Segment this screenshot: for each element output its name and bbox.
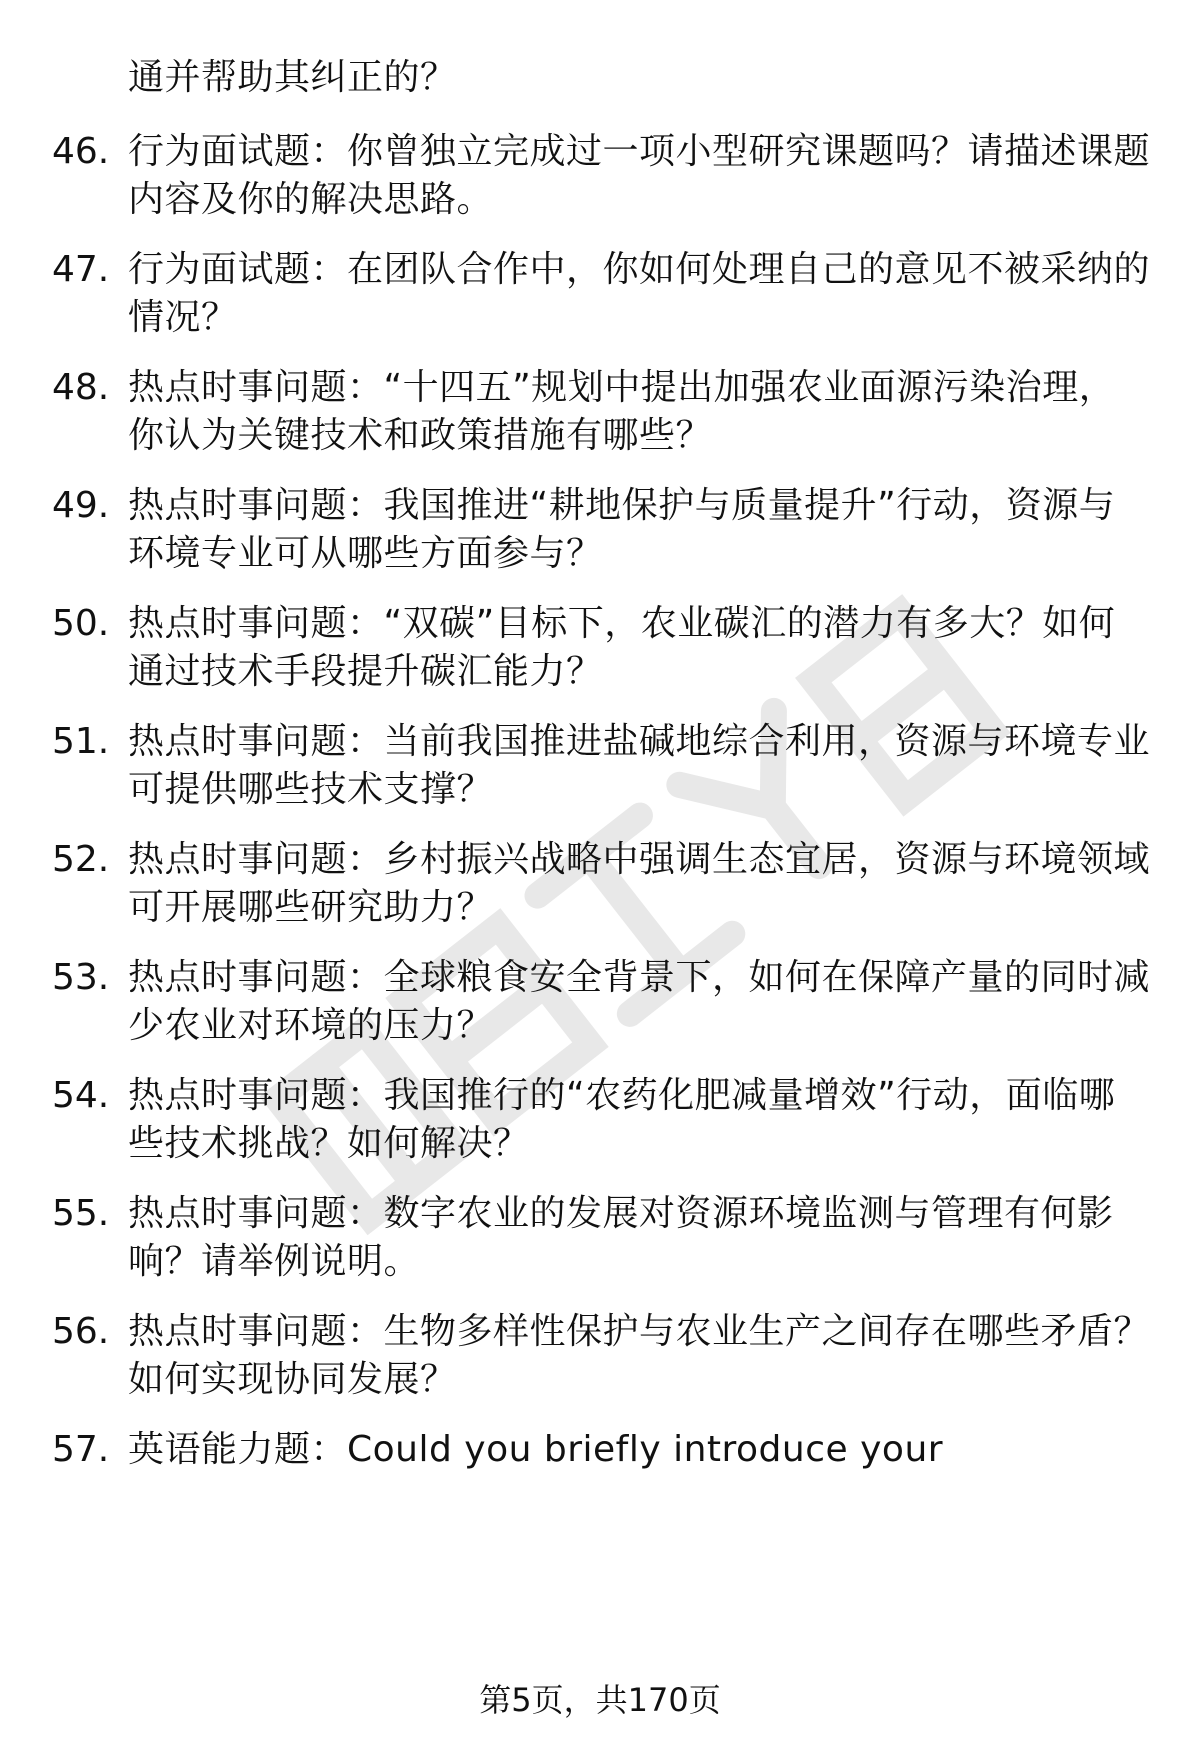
question-text-line-2: 你认为关键技术和政策措施有哪些？	[128, 415, 713, 456]
question-number: 49.	[52, 485, 110, 526]
question-text-line-1: 热点时事问题：“十四五”规划中提出加强农业面源污染治理，	[128, 367, 1116, 408]
question-text-line-1: 热点时事问题：数字农业的发展对资源环境监测与管理有何影	[128, 1193, 1114, 1234]
page-footer: 第5页，共170页	[479, 1681, 721, 1719]
question-text-line-1: 热点时事问题：我国推进“耕地保护与质量提升”行动，资源与	[128, 485, 1116, 526]
question-text-line-2: 少农业对环境的压力？	[128, 1005, 494, 1046]
question-number: 53.	[52, 957, 110, 998]
question-number: 51.	[52, 721, 110, 762]
question-text-line-1: 行为面试题：你曾独立完成过一项小型研究课题吗？请描述课题	[128, 131, 1151, 172]
question-text-line-1: 热点时事问题：当前我国推进盐碱地综合利用，资源与环境专业	[128, 721, 1151, 762]
question-text-line-2: 响？请举例说明。	[128, 1241, 421, 1282]
question-text-line-1: 热点时事问题：全球粮食安全背景下，如何在保障产量的同时减	[128, 957, 1151, 998]
question-number: 46.	[52, 131, 110, 172]
question-text-line-1: 行为面试题：在团队合作中，你如何处理自己的意见不被采纳的	[128, 249, 1151, 290]
question-number: 57.	[52, 1429, 110, 1470]
question-text-line-2: 通过技术手段提升碳汇能力？	[128, 651, 603, 692]
question-number: 54.	[52, 1075, 110, 1116]
question-number: 52.	[52, 839, 110, 880]
question-text-line-2: 环境专业可从哪些方面参与？	[128, 533, 603, 574]
question-text-line-2: 可开展哪些研究助力？	[128, 887, 494, 928]
question-number: 47.	[52, 249, 110, 290]
question-number: 50.	[52, 603, 110, 644]
question-text-line-2: 情况？	[128, 297, 238, 338]
question-text-line-1: 热点时事问题：我国推行的“农药化肥减量增效”行动，面临哪	[128, 1075, 1116, 1116]
continuation-text: 通并帮助其纠正的？	[128, 57, 457, 98]
question-number: 55.	[52, 1193, 110, 1234]
question-number: 56.	[52, 1311, 110, 1352]
question-text-line-1: 热点时事问题：“双碳”目标下，农业碳汇的潜力有多大？如何	[128, 603, 1116, 644]
question-text-line-2: 内容及你的解决思路。	[128, 179, 494, 220]
question-number: 48.	[52, 367, 110, 408]
question-text-line-2: 些技术挑战？如何解决？	[128, 1123, 530, 1164]
question-text-line-2: 如何实现协同发展？	[128, 1359, 457, 1400]
question-text-line-1: 热点时事问题：生物多样性保护与农业生产之间存在哪些矛盾？	[128, 1311, 1151, 1352]
question-text-line-1: 热点时事问题：乡村振兴战略中强调生态宜居，资源与环境领域	[128, 839, 1151, 880]
question-text-line-1: 英语能力题：Could you briefly introduce your	[128, 1429, 944, 1470]
question-text-line-2: 可提供哪些技术支撑？	[128, 769, 494, 810]
